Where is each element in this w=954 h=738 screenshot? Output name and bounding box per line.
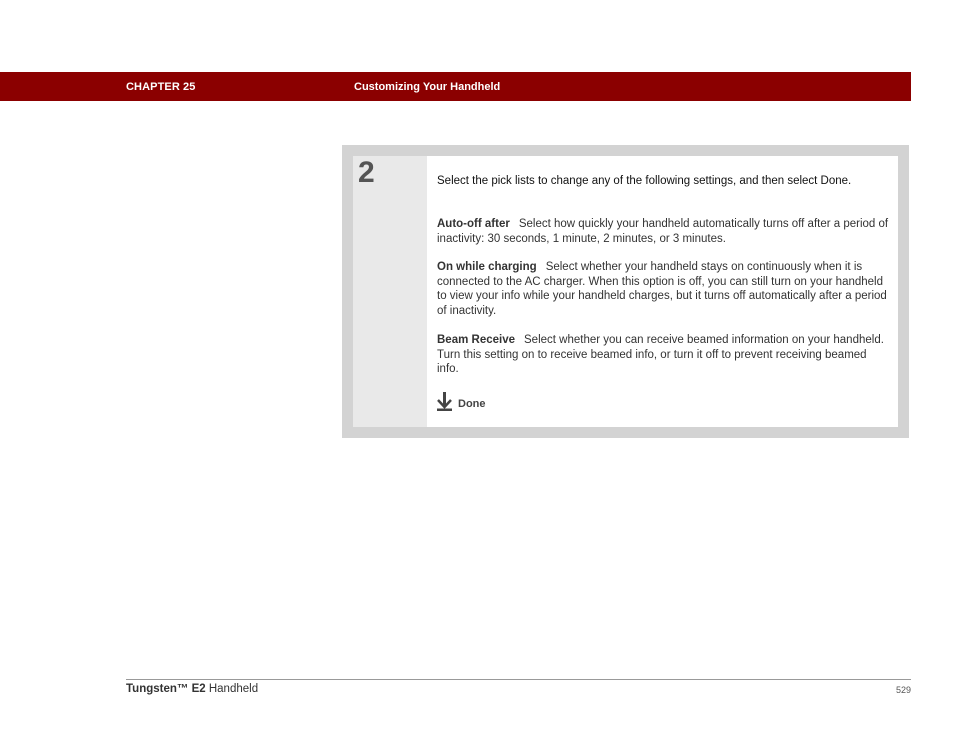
setting-description: Select how quickly your handheld automatically turns off after a period of inactivity: 30 seconds, 1 minute, 2 minutes, or 3 minutes. — [437, 218, 889, 245]
setting-description: Select whether you can receive beamed information on your handheld. Turn this setting on to receive beamed info, or turn it off to prevent receiving beamed info. — [437, 334, 884, 375]
chapter-title: Customizing Your Handheld — [354, 81, 501, 93]
step-number: 2 — [358, 156, 375, 189]
setting-description: Select whether your handheld stays on continuously when it is connected to the AC charger. When this option is off, you can still turn on your handheld to view your info while your handheld charges, but it turns off automatically after a period of inactivity. — [437, 261, 887, 317]
done-label: Done — [458, 398, 486, 410]
step-intro: Select the pick lists to change any of the following settings, and then select Done. — [437, 175, 852, 187]
product-name: Tungsten™ E2 — [126, 683, 206, 695]
chapter-label: CHAPTER 25 — [126, 81, 196, 93]
product-suffix: Handheld — [205, 683, 259, 695]
down-arrow-icon — [437, 392, 452, 416]
setting-term: Auto-off after — [437, 218, 510, 230]
step-number-column — [353, 156, 427, 427]
setting-term: On while charging — [437, 261, 537, 273]
setting-beam-receive — [437, 333, 889, 377]
done-step — [437, 394, 486, 414]
setting-auto-off — [437, 217, 889, 246]
footer-rule — [126, 679, 911, 680]
setting-on-while-charging — [437, 260, 889, 318]
setting-term: Beam Receive — [437, 334, 515, 346]
page-number: 529 — [895, 685, 911, 695]
footer-product — [126, 683, 258, 695]
